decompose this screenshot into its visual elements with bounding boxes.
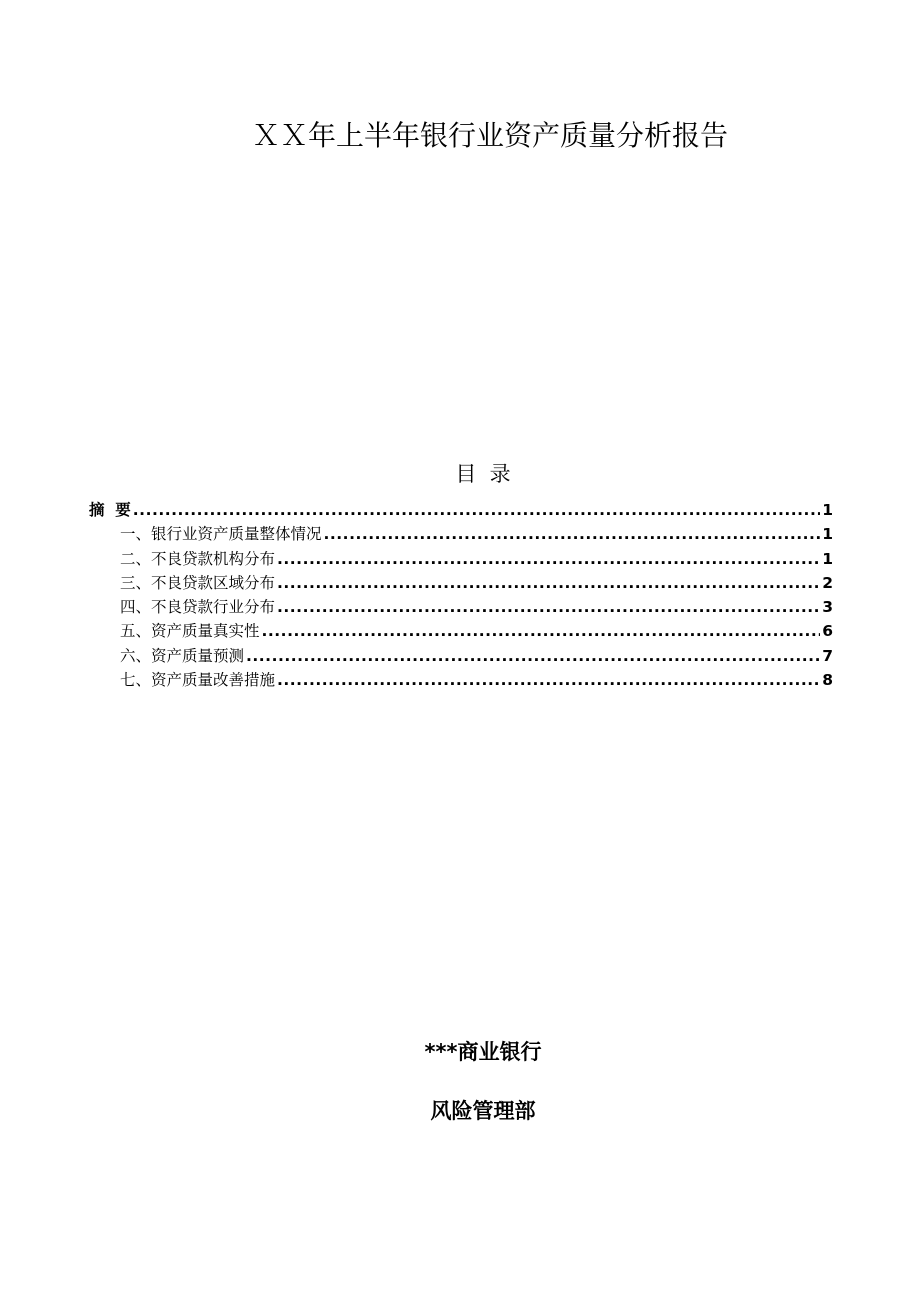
toc-entry-institution-distribution[interactable] xyxy=(89,547,833,571)
toc-dot-leader xyxy=(277,547,820,571)
toc-dot-leader xyxy=(246,644,820,668)
toc-entry-page: 8 xyxy=(822,671,833,690)
toc-dot-leader xyxy=(277,595,820,619)
department-name: 风险管理部 xyxy=(430,1099,536,1123)
toc-entry-page: 1 xyxy=(822,549,833,568)
toc-entry-page: 6 xyxy=(822,622,833,641)
toc-entry-authenticity[interactable] xyxy=(89,619,833,643)
toc-dot-leader xyxy=(277,668,820,692)
report-title: ＸＸ年上半年银行业资产质量分析报告 xyxy=(251,119,728,152)
toc-entry-label: 三、不良贷款区域分布 xyxy=(120,573,276,592)
toc-entry-label: 摘 要 xyxy=(89,501,131,519)
toc-entry-label: 一、银行业资产质量整体情况 xyxy=(120,525,322,544)
toc-dot-leader xyxy=(277,571,820,595)
toc-entry-improvement-measures[interactable] xyxy=(89,668,833,692)
toc-entry-page: 7 xyxy=(822,646,833,665)
toc-dot-leader xyxy=(262,619,821,643)
toc-entry-forecast[interactable] xyxy=(89,644,833,668)
table-of-contents xyxy=(89,498,833,692)
toc-entry-label: 五、资产质量真实性 xyxy=(120,622,260,641)
toc-entry-page: 1 xyxy=(822,501,833,519)
toc-heading: 目 录 xyxy=(455,462,511,486)
toc-entry-label: 二、不良贷款机构分布 xyxy=(120,549,276,568)
toc-entry-page: 1 xyxy=(822,525,833,544)
toc-dot-leader xyxy=(324,522,821,546)
toc-entry-page: 3 xyxy=(822,598,833,617)
toc-entry-regional-distribution[interactable] xyxy=(89,571,833,595)
toc-entry-page: 2 xyxy=(822,573,833,592)
toc-entry-abstract[interactable] xyxy=(89,498,833,522)
toc-entry-label: 六、资产质量预测 xyxy=(120,646,245,665)
toc-entry-label: 四、不良贷款行业分布 xyxy=(120,598,276,617)
toc-entry-label: 七、资产质量改善措施 xyxy=(120,671,276,690)
toc-entry-overall-quality[interactable] xyxy=(89,522,833,546)
bank-name: ***商业银行 xyxy=(424,1040,542,1064)
toc-entry-industry-distribution[interactable] xyxy=(89,595,833,619)
toc-dot-leader xyxy=(133,498,820,522)
